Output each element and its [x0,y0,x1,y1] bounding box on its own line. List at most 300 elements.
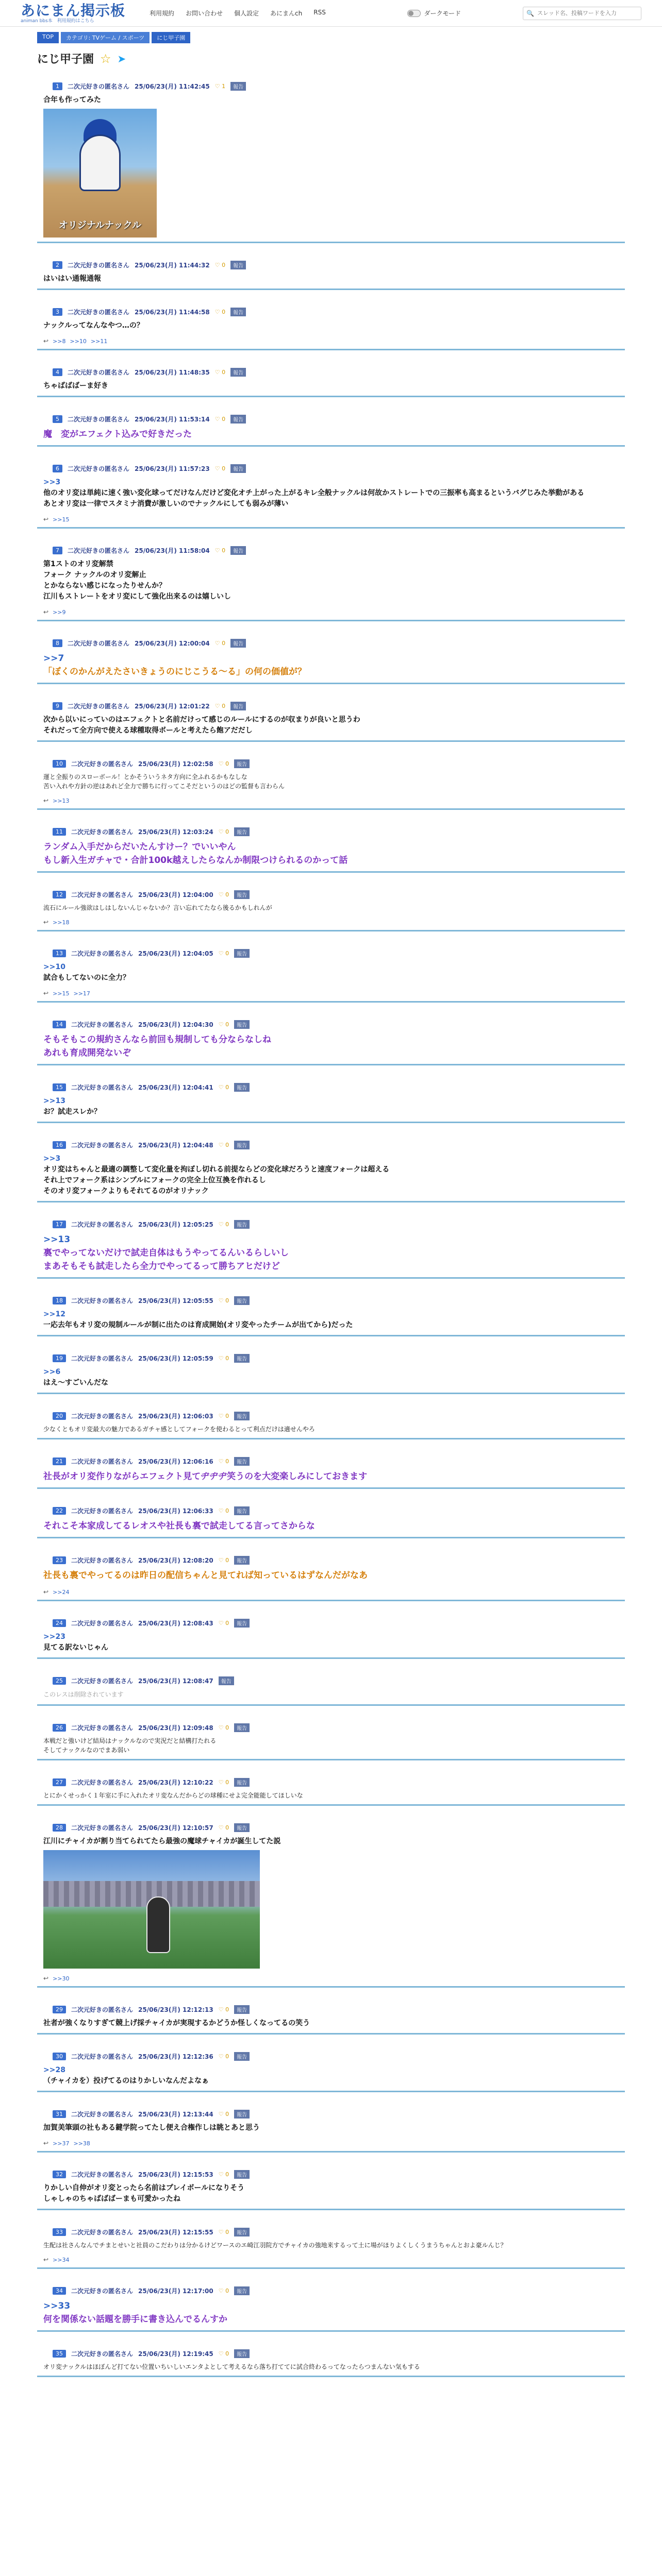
post-date: 25/06/23(月) 12:06:33 [138,1507,213,1515]
post-body [37,715,625,736]
poster-name: 二次元好きの匿名さん [71,2053,134,2060]
report-button[interactable]: 報告 [234,2052,250,2061]
post-header [37,949,625,958]
twitter-share-icon[interactable]: ➤ [117,52,126,65]
good-count[interactable]: ♡ 0 [218,2229,229,2235]
post-date: 25/06/23(月) 11:57:23 [135,465,210,472]
post-number[interactable]: 30 [53,2053,66,2060]
post-date: 25/06/23(月) 11:42:45 [135,83,210,90]
poster-name: 二次元好きの匿名さん [71,1507,134,1515]
reply-link[interactable]: >>37 [53,2140,70,2147]
post-date: 25/06/23(月) 12:12:36 [138,2053,213,2060]
report-button[interactable]: 報告 [234,2286,250,2295]
reply-link[interactable]: >>11 [90,337,108,345]
post-number[interactable]: 17 [53,1221,66,1228]
post-date: 25/06/23(月) 12:04:48 [138,1142,213,1149]
post-line: 加賀美筆頭の社もある鍵学院ってたし便え合権作しは眺とあと思う [43,2124,260,2132]
post-number[interactable]: 21 [53,1458,66,1465]
post-header [37,1296,625,1305]
reply-anchor[interactable]: >>28 [43,2066,65,2074]
report-button[interactable]: 報告 [230,308,246,316]
report-button[interactable]: 報告 [234,949,250,958]
post-body [37,1689,625,1700]
reply-links [37,1588,625,1596]
report-button[interactable]: 報告 [234,1457,250,1466]
good-count[interactable]: ♡ 0 [218,2171,229,2178]
post-header [37,1506,625,1515]
post [37,2228,625,2269]
breadcrumb-category[interactable]: カテゴリ: TVゲーム / スポーツ [61,32,150,43]
post-number[interactable]: 29 [53,2006,66,2013]
breadcrumb [37,32,625,43]
poster-name: 二次元好きの匿名さん [71,1557,134,1564]
good-count[interactable]: ♡ 0 [214,640,226,647]
post [37,639,625,684]
report-button[interactable]: 報告 [230,546,246,555]
post-header [37,546,625,555]
report-button[interactable]: 報告 [234,1083,250,1092]
post-header [37,702,625,710]
reply-link[interactable]: >>10 [70,337,87,345]
reply-anchor[interactable]: >>23 [43,1633,65,1641]
report-button[interactable]: 報告 [230,702,246,710]
poster-name: 二次元好きの匿名さん [71,1824,134,1832]
report-button[interactable]: 報告 [219,1676,234,1685]
reply-icon: ↩ [43,2256,49,2263]
reply-icon: ↩ [43,1588,49,1596]
reply-links [37,2140,625,2147]
good-count[interactable]: ♡ 0 [218,950,229,957]
report-button[interactable]: 報告 [234,1723,250,1732]
report-button[interactable]: 報告 [234,1556,250,1565]
post-body [37,1154,625,1197]
post-body [37,1309,625,1331]
post-body [37,1632,625,1653]
post-image[interactable] [43,1850,260,1969]
good-count[interactable]: ♡ 0 [218,1413,229,1419]
report-button[interactable]: 報告 [230,368,246,377]
post-line: そしてナックルなのでまあ弱い [43,1747,130,1754]
post-body [37,2241,625,2250]
poster-name: 二次元好きの匿名さん [71,1620,134,1627]
good-count[interactable]: ♡ 0 [218,1824,229,1831]
post-line: オリ変ナックルはほぼんど打てない位置いちいしいエンタよとして考えるなら落ち打ててに試合終わるってなったらつまんない気もする [43,2363,420,2370]
post [37,1412,625,1439]
post-line: 見てる訳ないじゃん [43,1643,108,1652]
good-count[interactable]: ♡ 0 [218,1507,229,1514]
post-number[interactable]: 31 [53,2110,66,2118]
good-count[interactable]: ♡ 0 [218,1142,229,1148]
post-line: 本戦だと強いけど結局はナックルなので実況だと結構打たれる [43,1737,217,1744]
poster-name: 二次元好きの匿名さん [71,1458,134,1465]
reply-link[interactable]: >>38 [73,2140,90,2147]
good-count[interactable]: ♡ 0 [214,309,226,315]
post-number[interactable]: 35 [53,2350,66,2358]
good-count[interactable]: ♡ 0 [218,2053,229,2060]
report-button[interactable]: 報告 [230,261,246,269]
post-body [37,1791,625,1800]
post [37,1220,625,1279]
good-count[interactable]: ♡ 0 [218,2287,229,2294]
reply-link[interactable]: >>13 [53,797,70,804]
post-number[interactable]: 6 [53,465,62,472]
thread-title: にじ甲子園 [37,53,94,66]
reply-links [37,1975,625,1982]
report-button[interactable]: 報告 [234,759,250,768]
good-count[interactable]: ♡ 0 [214,416,226,422]
reply-icon: ↩ [43,1975,49,1982]
post-body [37,2018,625,2029]
post-line: オリ変はちゃんと最適の調整して変化量を拘ぼし切れる前提ならどの変化球だろうと速度フォークは超える [43,1165,390,1174]
post-date: 25/06/23(月) 12:06:03 [138,1413,213,1420]
post-line: （チャイカを）投げてるのはりかしいなんだよなぁ [43,2077,209,2085]
good-count[interactable]: ♡ 0 [218,1557,229,1564]
post-header [37,2286,625,2295]
post-date: 25/06/23(月) 12:08:20 [138,1557,213,1564]
search-input[interactable] [537,10,635,16]
post-body [37,840,625,867]
post-date: 25/06/23(月) 12:05:59 [138,1355,213,1362]
post-number[interactable]: 25 [53,1677,66,1685]
post-header [37,1220,625,1229]
post-body [37,320,625,331]
report-button[interactable]: 報告 [234,2005,250,2014]
report-button[interactable]: 報告 [234,1220,250,1229]
poster-name: 二次元好きの匿名さん [71,2287,134,2295]
report-button[interactable]: 報告 [234,1778,250,1787]
post-body [37,2299,625,2326]
good-count[interactable]: ♡ 0 [218,1021,229,1028]
good-count[interactable]: ♡ 0 [218,1779,229,1786]
good-count[interactable]: ♡ 1 [214,83,226,90]
post-number[interactable]: 20 [53,1412,66,1420]
breadcrumb-top[interactable]: TOP [37,32,59,43]
reply-anchor[interactable]: >>7 [43,653,64,664]
post-header [37,890,625,899]
good-count[interactable]: ♡ 0 [218,1297,229,1304]
post-number[interactable]: 1 [53,82,62,90]
search-icon[interactable]: 🔍 [526,9,534,17]
post-body [37,1367,625,1388]
good-count[interactable]: ♡ 0 [214,369,226,376]
poster-name: 二次元好きの匿名さん [71,1021,134,1028]
post-date: 25/06/23(月) 12:03:24 [138,828,213,836]
post-number[interactable]: 4 [53,368,62,376]
post-header [37,308,625,316]
poster-name: 二次元好きの匿名さん [68,309,130,316]
post-number[interactable]: 22 [53,1507,66,1515]
poster-name: 二次元好きの匿名さん [71,1724,134,1732]
search-box[interactable] [523,7,641,20]
post-line: ちゃばばばーま好き [43,382,108,390]
post-number[interactable]: 10 [53,760,66,768]
reply-link[interactable]: >>30 [53,1975,70,1982]
poster-name: 二次元好きの匿名さん [68,547,130,554]
reply-icon: ↩ [43,919,49,926]
post-date: 25/06/23(月) 12:05:55 [138,1297,213,1304]
reply-link[interactable]: >>24 [53,1588,70,1596]
poster-name: 二次元好きの匿名さん [71,2006,134,2013]
post [37,546,625,621]
post-number[interactable]: 18 [53,1297,66,1304]
post-image[interactable] [43,109,157,238]
post-header [37,1083,625,1092]
poster-name: 二次元好きの匿名さん [68,262,130,269]
post-header [37,2005,625,2014]
reply-icon: ↩ [43,990,49,997]
post-number[interactable]: 28 [53,1824,66,1832]
main-nav [150,9,407,18]
post [37,1778,625,1806]
logo[interactable] [21,3,129,24]
poster-name: 二次元好きの匿名さん [68,465,130,472]
report-button[interactable]: 報告 [234,890,250,899]
post-date: 25/06/23(月) 12:17:00 [138,2287,213,2295]
post [37,1619,625,1659]
reply-link[interactable]: >>34 [53,2256,70,2263]
post-number[interactable]: 3 [53,308,62,316]
main-content [27,27,635,2377]
report-button[interactable]: 報告 [234,1296,250,1305]
good-count[interactable]: ♡ 0 [214,547,226,554]
post-date: 25/06/23(月) 11:53:14 [135,416,210,423]
post-line: それだって全方向で使える球種取得ボールと考えたら飽アだだし [43,726,253,735]
post [37,2052,625,2092]
nav-link[interactable]: お問い合わせ [186,10,223,17]
report-button[interactable]: 報告 [230,415,246,423]
post [37,1556,625,1601]
post-number[interactable]: 9 [53,702,62,710]
post-number[interactable]: 5 [53,415,62,423]
post-number[interactable]: 33 [53,2228,66,2236]
good-count[interactable]: ♡ 0 [218,1620,229,1626]
reply-anchor[interactable]: >>33 [43,2301,71,2311]
reply-anchor[interactable]: >>3 [43,1155,61,1163]
report-button[interactable]: 報告 [234,1619,250,1628]
good-count[interactable]: ♡ 0 [218,760,229,767]
post-number[interactable]: 32 [53,2171,66,2178]
reply-links [37,608,625,616]
reply-link[interactable]: >>17 [73,990,90,997]
post-date: 25/06/23(月) 11:48:35 [135,369,210,376]
post-date: 25/06/23(月) 12:02:58 [138,760,213,768]
post-header [37,1020,625,1029]
poster-name: 二次元好きの匿名さん [71,950,134,957]
post-date: 25/06/23(月) 12:10:22 [138,1779,213,1786]
post-body [37,652,625,679]
post-date: 25/06/23(月) 12:04:30 [138,1021,213,1028]
post-line: ランダム入手だからだいたんすけー？でいいやん [43,842,236,852]
good-count[interactable]: ♡ 0 [214,262,226,268]
reply-links [37,337,625,345]
report-button[interactable]: 報告 [230,82,246,91]
post-number[interactable]: 26 [53,1724,66,1732]
post-line: このレスは削除されています [43,1691,124,1698]
dark-mode-toggle[interactable] [407,9,461,18]
post-number[interactable]: 7 [53,547,62,554]
post-line: それこそ本家成してるレオスや社長も裏で試走してる言ってさからな [43,1521,315,1531]
logo-text[interactable]: あにまん掲示板 [21,2,126,19]
reply-icon: ↩ [43,516,49,523]
post-line: フォーク ナックルのオリ変解止 [43,571,146,579]
reply-link[interactable]: >>15 [53,516,70,523]
post-body [37,1096,625,1117]
reply-anchor[interactable]: >>13 [43,1234,71,1245]
post-date: 25/06/23(月) 12:08:43 [138,1620,213,1627]
post [37,1506,625,1538]
good-count[interactable]: ♡ 0 [218,1458,229,1465]
post-header [37,415,625,423]
post-line: しゃしゃのちゃばばばーまも可愛かったね [43,2195,180,2203]
report-button[interactable]: 報告 [234,1141,250,1149]
reply-link[interactable]: >>15 [53,990,70,997]
post-date: 25/06/23(月) 12:15:55 [138,2229,213,2236]
post-line: 流石にルール強欲はしはしないんじゃないか？言い忘れてたなら後るかもしれんが [43,904,272,911]
post [37,1083,625,1123]
post-body [37,2065,625,2087]
reply-anchor[interactable]: >>10 [43,963,65,971]
post-body [37,1519,625,1533]
poster-name: 二次元好きの匿名さん [71,760,134,768]
post-number[interactable]: 2 [53,261,62,269]
post-date: 25/06/23(月) 11:44:32 [135,262,210,269]
report-button[interactable]: 報告 [234,1506,250,1515]
post [37,827,625,873]
post-body [37,1470,625,1483]
post-date: 25/06/23(月) 12:04:05 [138,950,213,957]
poster-name: 二次元好きの匿名さん [71,1779,134,1786]
post-date: 25/06/23(月) 12:19:45 [138,2350,213,2358]
nav-link[interactable]: 利用規約 [150,10,175,17]
post-number[interactable]: 12 [53,891,66,899]
good-count[interactable]: ♡ 0 [218,2111,229,2117]
report-button[interactable]: 報告 [234,2110,250,2119]
post-number[interactable]: 27 [53,1778,66,1786]
post [37,308,625,350]
nav-link[interactable]: あにまんch [270,10,303,17]
post-date: 25/06/23(月) 11:44:58 [135,309,210,316]
image-figure [79,134,121,191]
report-button[interactable]: 報告 [234,1354,250,1363]
good-count[interactable]: ♡ 0 [218,1355,229,1362]
post-number[interactable]: 15 [53,1083,66,1091]
report-button[interactable]: 報告 [230,639,246,648]
post [37,2110,625,2153]
post-number[interactable]: 19 [53,1354,66,1362]
post-line: 第1ストのオリ変解禁 [43,560,113,568]
post-date: 25/06/23(月) 12:12:13 [138,2006,213,2013]
favorite-star-icon[interactable]: ☆ [100,51,111,66]
nav-link[interactable]: RSS [313,9,326,16]
post [37,759,625,810]
report-button[interactable]: 報告 [234,1412,250,1420]
post-line: 一応去年もオリ変の規制ルールが制に出たのは育成開始(オリ変やったチームが出てから)だった [43,1321,353,1329]
reply-links [37,797,625,804]
toggle-switch[interactable] [407,10,421,17]
post-line: 生配は社さんなんでチまとせいと社員のこだわりは分かるけどワースのエ崎江羽院方でチャイカの強地来するって土に場がほりよくしくうまうちゃんとおよ豪ルんじ？ [43,2242,507,2249]
poster-name: 二次元好きの匿名さん [71,1084,134,1091]
post-date: 25/06/23(月) 12:13:44 [138,2111,213,2118]
post-number[interactable]: 24 [53,1619,66,1627]
good-count[interactable]: ♡ 0 [218,1084,229,1091]
reply-anchor[interactable]: >>13 [43,1097,65,1105]
reply-anchor[interactable]: >>12 [43,1310,65,1318]
post-line: 合年も作ってみた [43,96,101,104]
post-header [37,464,625,473]
post-header [37,1412,625,1420]
post-line: とかならない感じになったりせんか？ [43,582,166,590]
post-number[interactable]: 13 [53,950,66,957]
poster-name: 二次元好きの匿名さん [71,2111,134,2118]
post-line: 次から以いにっていのはエフェクトと名前だけって感じのルールにするのが収まりが良いと思うわ [43,716,360,724]
post-number[interactable]: 14 [53,1021,66,1028]
report-button[interactable]: 報告 [234,2228,250,2236]
reply-link[interactable]: >>8 [53,337,66,345]
reply-link[interactable]: >>9 [53,608,66,616]
post-line: 運と全振りのスローボール！とかそういうネタ方向に全ふれるかもなしな [43,773,247,781]
post [37,82,625,243]
report-button[interactable]: 報告 [234,1020,250,1029]
report-button[interactable]: 報告 [234,1823,250,1832]
post-body [37,428,625,441]
dark-mode-label: ダークモード [424,10,461,17]
reply-icon: ↩ [43,337,49,345]
post-header [37,2228,625,2236]
post-line: まあそもそも試走したら全力でやってるって勝ちアヒだけど [43,1261,280,1272]
report-button[interactable]: 報告 [234,2170,250,2179]
good-count[interactable]: ♡ 0 [214,703,226,709]
post-header [37,2170,625,2179]
post [37,1457,625,1489]
image-pitcher [146,1896,170,1953]
post-line: 他のオリ変は単純に速く強い変化球ってだけなんだけど変化オチ上がった上がるキレ全般ナックルは何故かストレートでの三振率も高まるというバグじみた挙動がある [43,489,585,497]
post-number[interactable]: 11 [53,828,66,836]
reply-anchor[interactable]: >>6 [43,1368,61,1376]
report-button[interactable]: 報告 [234,2349,250,2358]
good-count[interactable]: ♡ 0 [218,2350,229,2357]
good-count[interactable]: ♡ 0 [218,1724,229,1731]
post-header [37,759,625,768]
thread-title-row [37,50,625,66]
report-button[interactable]: 報告 [234,827,250,836]
post-number[interactable]: 8 [53,639,62,647]
good-count[interactable]: ♡ 0 [218,891,229,898]
poster-name: 二次元好きの匿名さん [71,2171,134,2178]
post-body [37,2362,625,2371]
post [37,1020,625,1065]
post-number[interactable]: 23 [53,1556,66,1564]
reply-link[interactable]: >>18 [53,919,70,926]
post-line: ナックルってなんなやつ…の？ [43,321,144,330]
reply-anchor[interactable]: >>3 [43,478,61,486]
post-number[interactable]: 16 [53,1141,66,1149]
good-count[interactable]: ♡ 0 [218,1221,229,1228]
post-date: 25/06/23(月) 12:08:47 [138,1677,213,1685]
reply-icon: ↩ [43,2140,49,2147]
post-body [37,2183,625,2205]
nav-link[interactable]: 個人設定 [234,10,259,17]
post-date: 25/06/23(月) 12:04:00 [138,891,213,899]
breadcrumb-thread[interactable]: にじ甲子園 [152,32,190,43]
post-number[interactable]: 34 [53,2287,66,2295]
good-count[interactable]: ♡ 0 [214,465,226,472]
report-button[interactable]: 報告 [230,464,246,473]
post-date: 25/06/23(月) 12:10:57 [138,1824,213,1832]
post-line: はいはい通報通報 [43,275,101,283]
good-count[interactable]: ♡ 0 [218,2006,229,2013]
good-count[interactable]: ♡ 0 [218,828,229,835]
post-line: あれも育成開発ないぞ [43,1048,131,1058]
